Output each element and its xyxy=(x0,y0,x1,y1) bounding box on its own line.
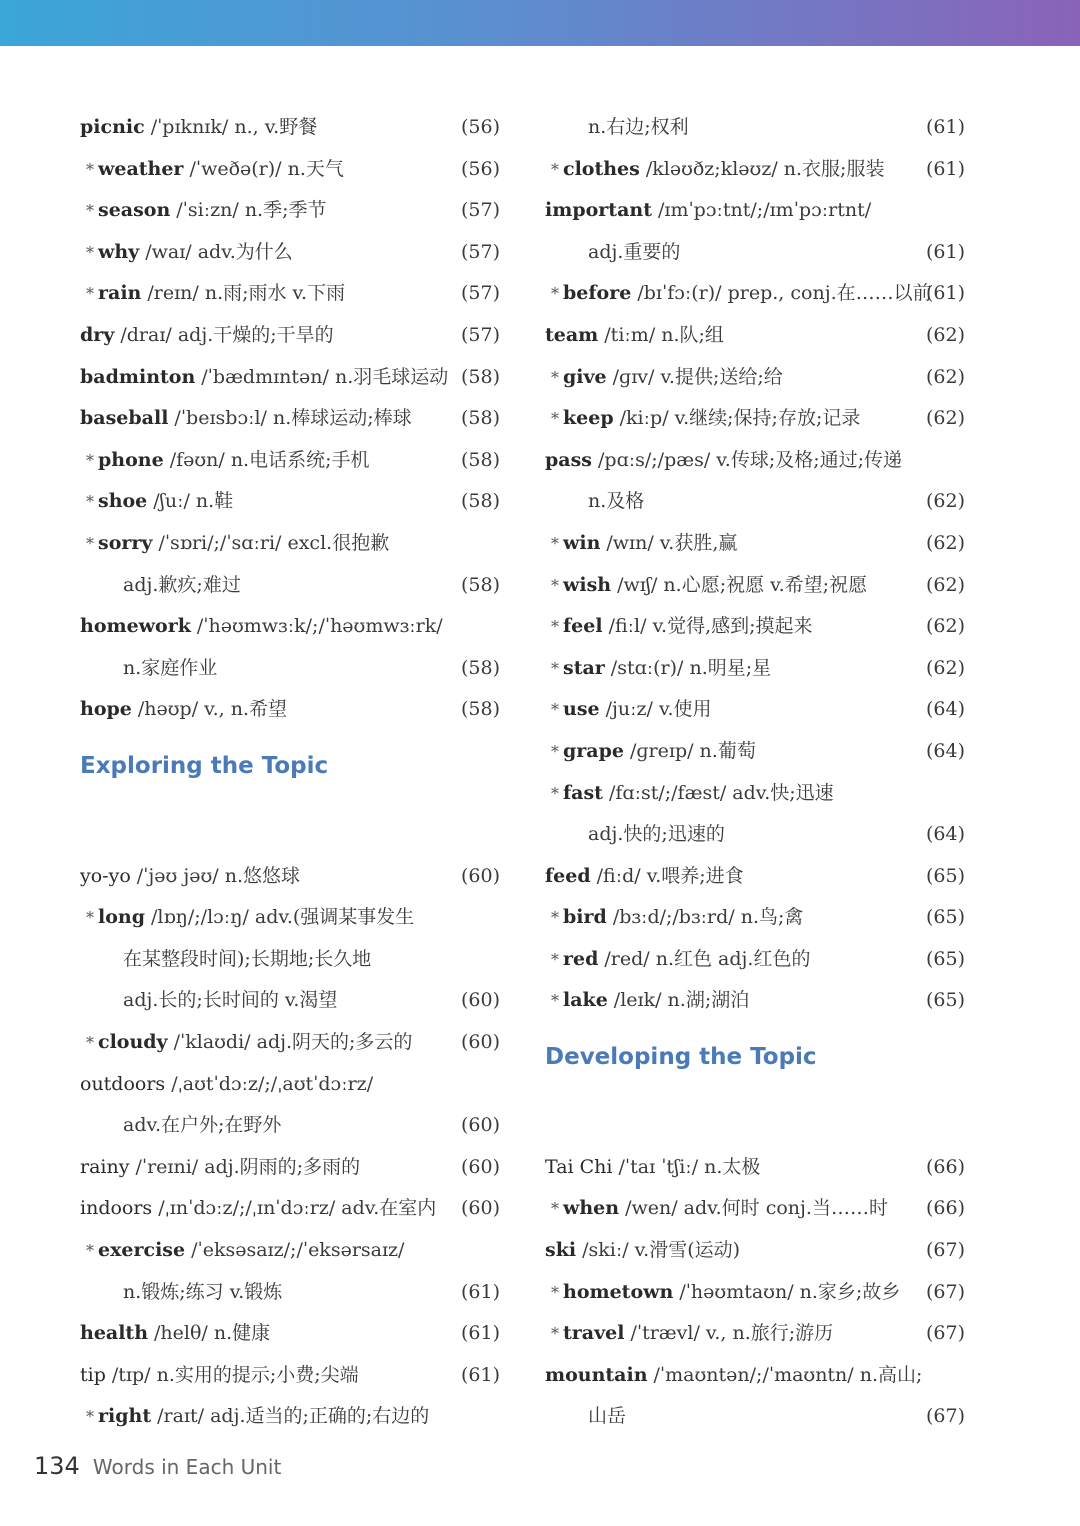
entry-continuation xyxy=(80,980,500,1022)
definition: adj.快的;迅速的 xyxy=(588,823,725,846)
headword: important xyxy=(545,199,652,222)
definition: /tɪp/ n.实用的提示;小费;尖端 xyxy=(111,1363,359,1386)
page-reference: (62) xyxy=(925,323,965,346)
page-reference: (60) xyxy=(460,1197,500,1220)
page-footer xyxy=(34,1452,281,1480)
definition: /ɪmˈpɔːtnt/;/ɪmˈpɔːrtnt/ xyxy=(657,199,872,222)
star-marker-icon: * xyxy=(551,284,559,304)
entry-continuation xyxy=(80,1105,500,1147)
vocab-entry xyxy=(80,1396,500,1438)
star-marker-icon: * xyxy=(86,492,94,512)
definition: /həʊp/ v., n.希望 xyxy=(137,698,288,721)
vocab-entry xyxy=(80,523,500,565)
headword: give xyxy=(563,365,607,388)
definition: /kləʊðz;kləʊz/ n.衣服;服装 xyxy=(645,157,885,180)
definition: /ˈtrævl/ v., n.旅行;游历 xyxy=(630,1322,834,1345)
headword: outdoors xyxy=(80,1072,166,1095)
headword: picnic xyxy=(80,116,145,138)
vocab-entry xyxy=(80,1022,500,1064)
definition: /ˈklaʊdi/ adj.阴天的;多云的 xyxy=(173,1031,413,1054)
page-reference: (62) xyxy=(925,656,965,679)
headword: exercise xyxy=(98,1239,186,1262)
entry-continuation xyxy=(545,1396,965,1438)
vocab-entry xyxy=(545,1188,965,1230)
page-reference: (65) xyxy=(925,989,965,1012)
page-reference: (66) xyxy=(925,1155,965,1178)
definition: /kiːp/ v.继续;保持;存放;记录 xyxy=(619,407,861,430)
star-marker-icon: * xyxy=(86,242,94,262)
vocab-entry xyxy=(80,1147,500,1189)
page-reference: (56) xyxy=(460,116,500,138)
definition: /bɪˈfɔː(r)/ prep., conj.在……以前 xyxy=(637,282,932,305)
entry-continuation xyxy=(545,107,965,149)
vocab-entry xyxy=(80,1355,500,1397)
definition: /fɑːst/;/fæst/ adv.快;迅速 xyxy=(608,781,834,804)
entry-continuation xyxy=(545,481,965,523)
page-reference: (58) xyxy=(460,698,500,721)
vocab-entry xyxy=(80,149,500,191)
headword: pass xyxy=(545,448,592,471)
page-reference: (60) xyxy=(460,1155,500,1178)
star-marker-icon: * xyxy=(551,575,559,595)
vocab-entry xyxy=(80,315,500,357)
definition: /ˈjəʊ jəʊ/ n.悠悠球 xyxy=(136,864,300,887)
headword: homework xyxy=(80,615,191,638)
headword: hope xyxy=(80,698,132,721)
vocab-entry xyxy=(545,273,965,315)
page-reference: (61) xyxy=(925,116,965,138)
page-reference: (58) xyxy=(460,407,500,430)
headword: long xyxy=(98,906,145,929)
headword: bird xyxy=(563,906,607,929)
star-marker-icon: * xyxy=(86,1033,94,1053)
headword: tip xyxy=(80,1363,106,1386)
vocab-entry xyxy=(545,357,965,399)
star-marker-icon: * xyxy=(86,1407,94,1427)
section-heading: Exploring the Topic xyxy=(80,752,329,779)
page-reference: (58) xyxy=(460,490,500,513)
headword: badminton xyxy=(80,365,196,388)
headword: baseball xyxy=(80,407,169,430)
page-reference: (60) xyxy=(460,1031,500,1054)
definition: /draɪ/ adj.干燥的;干旱的 xyxy=(120,323,334,346)
star-marker-icon: * xyxy=(86,159,94,179)
page-reference: (64) xyxy=(925,698,965,721)
definition: /ˈbædmɪntən/ n.羽毛球运动 xyxy=(201,365,449,388)
headword: feed xyxy=(545,864,591,887)
page-reference: (67) xyxy=(925,1322,965,1345)
vocab-entry xyxy=(545,190,965,232)
definition: /raɪt/ adj.适当的;正确的;右边的 xyxy=(157,1405,430,1428)
star-marker-icon: * xyxy=(86,201,94,221)
definition: /ˌɪnˈdɔːz/;/ˌɪnˈdɔːrz/ adv.在室内 xyxy=(158,1197,437,1220)
vocab-entry xyxy=(545,1313,965,1355)
definition: adj.歉疚;难过 xyxy=(123,573,241,596)
page-reference: (66) xyxy=(925,1197,965,1220)
definition: /tiːm/ n.队;组 xyxy=(604,323,724,346)
page-reference: (67) xyxy=(925,1239,965,1262)
page-number: 134 xyxy=(34,1452,80,1480)
vocab-entry xyxy=(80,1230,500,1272)
headword: star xyxy=(563,656,605,679)
vocab-entry xyxy=(545,523,965,565)
page-reference: (60) xyxy=(460,1114,500,1137)
vocab-entry xyxy=(80,232,500,274)
page-reference: (61) xyxy=(925,282,965,305)
section-heading-row xyxy=(80,731,500,856)
page-reference: (67) xyxy=(925,1280,965,1303)
page-reference: (57) xyxy=(460,282,500,305)
definition: /leɪk/ n.湖;湖泊 xyxy=(613,989,750,1012)
star-marker-icon: * xyxy=(551,658,559,678)
headword: cloudy xyxy=(98,1031,168,1054)
vocab-entry xyxy=(545,1355,965,1397)
page-reference: (62) xyxy=(925,490,965,513)
page-reference: (57) xyxy=(460,240,500,263)
page-reference: (61) xyxy=(925,240,965,263)
vocab-entry xyxy=(80,357,500,399)
page-reference: (65) xyxy=(925,864,965,887)
vocab-entry xyxy=(80,897,500,939)
definition: /fəʊn/ n.电话系统;手机 xyxy=(169,448,370,471)
top-gradient-bar xyxy=(0,0,1080,46)
vocab-entry xyxy=(80,398,500,440)
vocab-entry xyxy=(545,856,965,898)
entry-continuation xyxy=(545,232,965,274)
definition: /ɡreɪp/ n.葡萄 xyxy=(629,739,756,762)
entry-continuation xyxy=(80,648,500,690)
page-reference: (61) xyxy=(460,1322,500,1345)
headword: ski xyxy=(545,1239,577,1262)
headword: when xyxy=(563,1197,620,1220)
headword: health xyxy=(80,1322,149,1345)
star-marker-icon: * xyxy=(551,533,559,553)
headword: weather xyxy=(98,157,184,180)
headword: why xyxy=(98,240,140,263)
headword: wish xyxy=(563,573,612,596)
star-marker-icon: * xyxy=(551,617,559,637)
entry-continuation xyxy=(80,565,500,607)
headword: indoors xyxy=(80,1197,153,1220)
page-reference: (67) xyxy=(925,1405,965,1428)
definition: /ˈeksəsaɪz/;/ˈeksərsaɪz/ xyxy=(191,1239,405,1262)
star-marker-icon: * xyxy=(551,409,559,429)
headword: grape xyxy=(563,739,624,762)
definition: /waɪ/ adv.为什么 xyxy=(145,240,293,263)
vocab-entry xyxy=(80,1188,500,1230)
page-reference: (58) xyxy=(460,448,500,471)
right-column xyxy=(545,107,965,1438)
star-marker-icon: * xyxy=(551,1199,559,1219)
page-reference: (62) xyxy=(925,573,965,596)
definition: /reɪn/ n.雨;雨水 v.下雨 xyxy=(147,282,346,305)
vocab-entry xyxy=(80,856,500,898)
definition: /juːz/ v.使用 xyxy=(605,698,712,721)
star-marker-icon: * xyxy=(551,908,559,928)
vocab-entry xyxy=(80,606,500,648)
page-reference: (61) xyxy=(460,1280,500,1303)
entry-continuation xyxy=(545,814,965,856)
vocab-entry xyxy=(545,689,965,731)
vocab-entry xyxy=(80,440,500,482)
definition: /ˈtaɪ ˈtʃiː/ n.太极 xyxy=(618,1155,761,1178)
vocab-entry xyxy=(80,1313,500,1355)
page-reference: (58) xyxy=(460,656,500,679)
vocab-entry xyxy=(545,939,965,981)
page-reference: (60) xyxy=(460,864,500,887)
page-reference: (65) xyxy=(925,906,965,929)
vocab-entry xyxy=(545,731,965,773)
headword: win xyxy=(563,531,601,554)
headword: shoe xyxy=(98,490,148,513)
definition: /ˌaʊtˈdɔːz/;/ˌaʊtˈdɔːrz/ xyxy=(171,1072,374,1095)
definition: /ɡɪv/ v.提供;送给;给 xyxy=(612,365,783,388)
page-reference: (62) xyxy=(925,531,965,554)
definition: /fiːd/ v.喂养;进食 xyxy=(596,864,744,887)
vocab-entry xyxy=(545,565,965,607)
star-marker-icon: * xyxy=(551,1282,559,1302)
page-reference: (60) xyxy=(460,989,500,1012)
page-reference: (61) xyxy=(460,1363,500,1386)
star-marker-icon: * xyxy=(551,159,559,179)
definition: adv.在户外;在野外 xyxy=(123,1114,282,1137)
star-marker-icon: * xyxy=(551,949,559,969)
headword: travel xyxy=(563,1322,625,1345)
headword: hometown xyxy=(563,1280,674,1303)
vocab-entry xyxy=(80,107,500,149)
page-reference: (64) xyxy=(925,823,965,846)
vocab-entry xyxy=(80,481,500,523)
headword: keep xyxy=(563,407,614,430)
star-marker-icon: * xyxy=(551,741,559,761)
definition: /helθ/ n.健康 xyxy=(154,1322,271,1345)
definition: /pɑːs/;/pæs/ v.传球;及格;通过;传递 xyxy=(598,448,903,471)
footer-title: Words in Each Unit xyxy=(92,1455,282,1479)
star-marker-icon: * xyxy=(551,367,559,387)
vocab-entry xyxy=(545,980,965,1022)
definition: /skiː/ v.滑雪(运动) xyxy=(582,1239,741,1262)
definition: n.家庭作业 xyxy=(123,656,218,679)
headword: sorry xyxy=(98,531,153,554)
page-reference: (65) xyxy=(925,947,965,970)
definition: adj.重要的 xyxy=(588,240,681,263)
definition: /ˈsɒri/;/ˈsɑːri/ excl.很抱歉 xyxy=(158,531,390,554)
definition: /ˈhəʊmwɜːk/;/ˈhəʊmwɜːrk/ xyxy=(196,615,443,638)
headword: yo-yo xyxy=(80,864,131,887)
headword: dry xyxy=(80,323,115,346)
definition: 山岳 xyxy=(588,1405,627,1428)
definition: n.及格 xyxy=(588,490,645,513)
headword: Tai Chi xyxy=(545,1155,613,1178)
definition: /ˈpɪknɪk/ n., v.野餐 xyxy=(150,116,318,138)
headword: rain xyxy=(98,282,142,305)
vocab-entry xyxy=(545,315,965,357)
vocab-entry xyxy=(545,398,965,440)
definition: /wɪʃ/ n.心愿;祝愿 v.希望;祝愿 xyxy=(617,573,868,596)
page-reference: (56) xyxy=(460,157,500,180)
headword: red xyxy=(563,947,599,970)
star-marker-icon: * xyxy=(551,1324,559,1344)
headword: rainy xyxy=(80,1155,130,1178)
definition: /wɪn/ v.获胜,赢 xyxy=(606,531,738,554)
headword: season xyxy=(98,199,171,222)
definition: n.右边;权利 xyxy=(588,116,689,138)
definition: /ˈhəʊmtaʊn/ n.家乡;故乡 xyxy=(679,1280,901,1303)
page-reference: (62) xyxy=(925,407,965,430)
definition: /fiːl/ v.觉得,感到;摸起来 xyxy=(608,615,813,638)
star-marker-icon: * xyxy=(86,1241,94,1261)
vocab-entry xyxy=(545,606,965,648)
page-reference: (61) xyxy=(925,157,965,180)
headword: phone xyxy=(98,448,164,471)
definition: /bɜːd/;/bɜːrd/ n.鸟;禽 xyxy=(612,906,804,929)
star-marker-icon: * xyxy=(86,533,94,553)
headword: clothes xyxy=(563,157,640,180)
headword: before xyxy=(563,282,632,305)
entry-continuation xyxy=(80,1272,500,1314)
definition: /red/ n.红色 adj.红色的 xyxy=(604,947,811,970)
vocab-entry xyxy=(545,1230,965,1272)
headword: use xyxy=(563,698,600,721)
vocab-entry xyxy=(80,689,500,731)
definition: /wen/ adv.何时 conj.当……时 xyxy=(625,1197,888,1220)
headword: fast xyxy=(563,781,603,804)
star-marker-icon: * xyxy=(86,908,94,928)
definition: adj.长的;长时间的 v.渴望 xyxy=(123,989,338,1012)
star-marker-icon: * xyxy=(86,284,94,304)
headword: right xyxy=(98,1405,152,1428)
headword: feel xyxy=(563,615,603,638)
definition: n.锻炼;练习 v.锻炼 xyxy=(123,1280,283,1303)
vocab-entry xyxy=(545,648,965,690)
left-column xyxy=(80,107,500,1438)
star-marker-icon: * xyxy=(551,700,559,720)
section-heading-row xyxy=(545,1022,965,1147)
page-reference: (57) xyxy=(460,199,500,222)
definition: /ˈweðə(r)/ n.天气 xyxy=(189,157,344,180)
headword: team xyxy=(545,323,599,346)
vocab-entry xyxy=(80,273,500,315)
star-marker-icon: * xyxy=(86,450,94,470)
star-marker-icon: * xyxy=(551,783,559,803)
vocab-entry xyxy=(545,773,965,815)
page-reference: (57) xyxy=(460,323,500,346)
vocab-entry xyxy=(545,1272,965,1314)
headword: lake xyxy=(563,989,608,1012)
star-marker-icon: * xyxy=(551,991,559,1011)
section-heading: Developing the Topic xyxy=(545,1044,817,1071)
page-reference: (62) xyxy=(925,615,965,638)
definition: /ˈsiːzn/ n.季;季节 xyxy=(176,199,327,222)
definition: /ˈbeɪsbɔːl/ n.棒球运动;棒球 xyxy=(174,407,412,430)
vocab-entry xyxy=(545,440,965,482)
definition: /ˈmaʊntən/;/ˈmaʊntn/ n.高山; xyxy=(653,1363,923,1386)
entry-continuation xyxy=(80,939,500,981)
page-reference: (62) xyxy=(925,365,965,388)
vocab-entry xyxy=(80,190,500,232)
vocab-entry xyxy=(545,149,965,191)
definition: /lɒŋ/;/lɔːŋ/ adv.(强调某事发生 xyxy=(151,906,415,929)
headword: mountain xyxy=(545,1363,648,1386)
page-reference: (58) xyxy=(460,365,500,388)
definition: /ʃuː/ n.鞋 xyxy=(153,490,234,513)
vocab-entry xyxy=(545,1147,965,1189)
definition: 在某整段时间);长期地;长久地 xyxy=(123,947,372,970)
definition: /ˈreɪni/ adj.阴雨的;多雨的 xyxy=(135,1155,361,1178)
vocab-entry xyxy=(80,1064,500,1106)
page-reference: (58) xyxy=(460,573,500,596)
definition: /stɑː(r)/ n.明星;星 xyxy=(610,656,772,679)
page-reference: (64) xyxy=(925,739,965,762)
vocab-entry xyxy=(545,897,965,939)
